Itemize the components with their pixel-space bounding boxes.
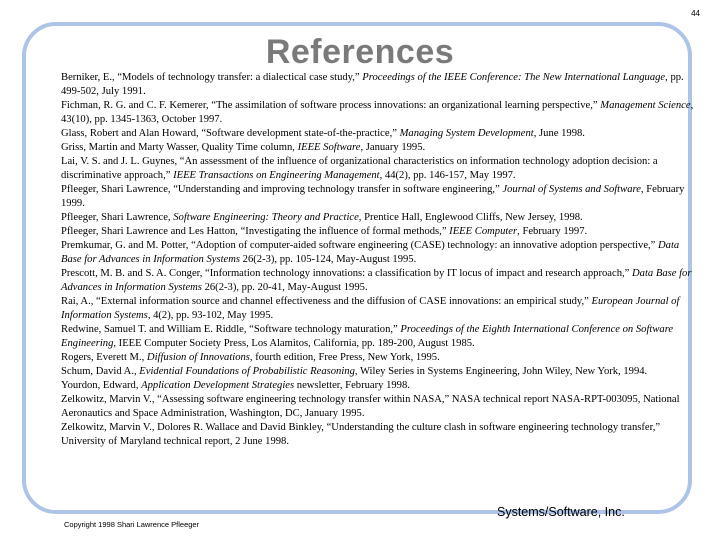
reference-text: , Prentice Hall, Englewood Cliffs, New Jersey, 1998. <box>358 212 583 223</box>
reference-italic-text: Evidential Foundations of Probabilistic Reasoning <box>139 366 355 377</box>
reference-entry <box>61 141 701 155</box>
reference-entry <box>61 127 701 141</box>
reference-text: Zelkowitz, Marvin V., Dolores R. Wallace and David Binkley, “Understanding the culture clash in software engineering technology transfer,” University of Maryland technical report, 2 June 1998. <box>61 422 661 447</box>
reference-text: 26(2-3), pp. 105-124, May-August 1995. <box>240 254 417 265</box>
reference-text: Berniker, E., “Models of technology transfer: a dialectical case study,” <box>61 72 363 83</box>
reference-text: , January 1995. <box>360 142 426 153</box>
reference-text: Pfleeger, Shari Lawrence, <box>61 212 174 223</box>
reference-italic-text: Journal of Systems and Software <box>502 184 641 195</box>
reference-text: , 4(2), pp. 93-102, May 1995. <box>147 310 274 321</box>
reference-text: , IEEE Computer Society Press, Los Alamitos, California, pp. 189-200, August 1985. <box>113 338 475 349</box>
reference-entry <box>61 99 701 127</box>
reference-entry <box>61 155 701 183</box>
reference-italic-text: Data Base for Advances in Information Systems <box>61 240 680 265</box>
reference-text: Premkumar, G. and M. Potter, “Adoption of computer-aided software engineering (CASE) technology: an innovative adoption perspective,” <box>61 240 659 251</box>
reference-text: Yourdon, Edward, <box>61 380 142 391</box>
reference-text: , February 1999. <box>61 184 685 209</box>
page-title: References <box>265 33 455 71</box>
reference-italic-text: Software Engineering: Theory and Practice <box>173 212 359 223</box>
reference-text: Redwine, Samuel T. and William E. Riddle, “Software technology maturation,” <box>61 324 401 335</box>
reference-text: Glass, Robert and Alan Howard, “Software development state-of-the-practice,” <box>61 128 400 139</box>
reference-list <box>61 71 701 449</box>
reference-text: , Wiley Series in Systems Engineering, John Wiley, New York, 1994. <box>354 366 648 377</box>
reference-text: Fichman, R. G. and C. F. Kemerer, “The assimilation of software process innovations: an organizational learning perspective,” <box>61 100 601 111</box>
reference-entry <box>61 379 701 393</box>
reference-entry <box>61 323 701 351</box>
reference-italic-text: Managing System Development <box>399 128 534 139</box>
reference-text: Rogers, Everett M., <box>61 352 147 363</box>
reference-text: Prescott, M. B. and S. A. Conger, “Information technology innovations: a classification by IT locus of impact and research approach,” <box>61 268 633 279</box>
reference-italic-text: Data Base for Advances in Information Systems <box>61 268 692 293</box>
reference-text: Pfleeger, Shari Lawrence and Les Hatton, “Investigating the influence of formal methods,” <box>61 226 450 237</box>
reference-italic-text: European Journal of Information Systems <box>61 296 680 321</box>
reference-text: 26(2-3), pp. 20-41, May-August 1995. <box>201 282 368 293</box>
reference-text: Lai, V. S. and J. L. Guynes, “An assessment of the influence of organizational characteristics on information technology adoption decision: a discriminative approach,” <box>61 156 658 181</box>
reference-text: newsletter, February 1998. <box>294 380 410 391</box>
reference-italic-text: Proceedings of the IEEE Conference: The New International Language <box>362 72 666 83</box>
reference-text: Schum, David A., <box>61 366 140 377</box>
reference-entry <box>61 295 701 323</box>
reference-italic-text: Proceedings of the Eighth International Conference on Software Engineering <box>61 324 674 349</box>
reference-text: Pfleeger, Shari Lawrence, “Understanding and improving technology transfer in software engineering,” <box>61 184 503 195</box>
reference-entry <box>61 393 701 421</box>
reference-entry <box>61 211 701 225</box>
reference-text: , pp. 499-502, July 1991. <box>61 72 684 97</box>
reference-text: , fourth edition, Free Press, New York, 1995. <box>249 352 440 363</box>
reference-italic-text: IEEE Computer <box>449 226 518 237</box>
reference-entry <box>61 365 701 379</box>
reference-text: , 44(2), pp. 146-157, May 1997. <box>379 170 516 181</box>
reference-italic-text: Diffusion of Innovations <box>146 352 250 363</box>
page-number: 44 <box>691 9 700 18</box>
reference-italic-text: IEEE Software <box>297 142 361 153</box>
reference-italic-text: IEEE Transactions on Engineering Management <box>173 170 380 181</box>
reference-text: Rai, A., “External information source and channel effectiveness and the diffusion of CASE innovations: an empirical study,” <box>61 296 592 307</box>
reference-text: Zelkowitz, Marvin V., “Assessing software engineering technology transfer within NASA,” NASA technical report NASA-RPT-003095, National Aeronautics and Space Administration, Washington, DC, January 1995. <box>61 394 680 419</box>
reference-entry <box>61 267 701 295</box>
reference-italic-text: Management Science <box>600 100 691 111</box>
reference-entry <box>61 421 701 449</box>
reference-entry <box>61 239 701 267</box>
reference-italic-text: Application Development Strategies <box>141 380 295 391</box>
reference-entry <box>61 225 701 239</box>
reference-entry <box>61 71 701 99</box>
reference-text: , February 1997. <box>517 226 588 237</box>
reference-text: , June 1998. <box>533 128 585 139</box>
reference-entry <box>61 183 701 211</box>
copyright-notice: Copyright 1998 Shari Lawrence Pfleeger <box>64 520 200 529</box>
company-name: Systems/Software, Inc. <box>497 505 625 519</box>
reference-text: Griss, Martin and Marty Wasser, Quality Time column, <box>61 142 298 153</box>
reference-entry <box>61 351 701 365</box>
reference-text: , 43(10), pp. 1345-1363, October 1997. <box>61 100 694 125</box>
